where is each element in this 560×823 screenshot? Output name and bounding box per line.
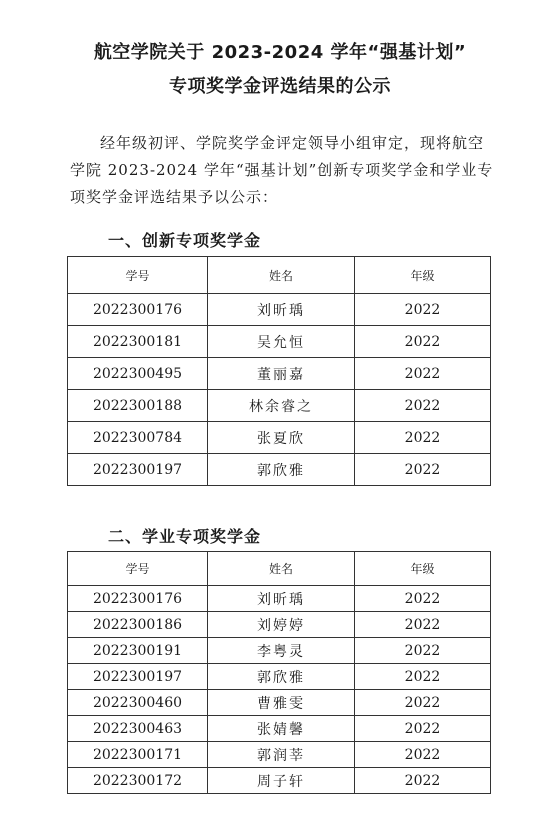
cell-student-id: 2022300197 <box>68 664 208 690</box>
table-row <box>68 422 491 454</box>
table-row <box>68 742 491 768</box>
header-student-id: 学号 <box>68 552 208 586</box>
table-row <box>68 612 491 638</box>
cell-student-id: 2022300463 <box>68 716 208 742</box>
cell-grade: 2022 <box>355 768 491 794</box>
cell-grade: 2022 <box>355 638 491 664</box>
header-grade: 年级 <box>355 552 491 586</box>
table-row <box>68 716 491 742</box>
table-row <box>68 294 491 326</box>
cell-grade: 2022 <box>355 664 491 690</box>
cell-name: 郭欣雅 <box>208 664 355 690</box>
table-header-row <box>68 257 491 294</box>
cell-student-id: 2022300495 <box>68 358 208 390</box>
cell-student-id: 2022300188 <box>68 390 208 422</box>
table-row <box>68 390 491 422</box>
section-heading-innovation: 一、创新专项奖学金 <box>108 231 262 250</box>
cell-grade: 2022 <box>355 612 491 638</box>
cell-student-id: 2022300172 <box>68 768 208 794</box>
cell-grade: 2022 <box>355 690 491 716</box>
table-row <box>68 358 491 390</box>
cell-grade: 2022 <box>355 742 491 768</box>
cell-name: 董丽嘉 <box>208 358 355 390</box>
cell-name: 张婧馨 <box>208 716 355 742</box>
cell-grade: 2022 <box>355 326 491 358</box>
header-grade: 年级 <box>355 257 491 294</box>
table-row <box>68 664 491 690</box>
header-student-id: 学号 <box>68 257 208 294</box>
cell-student-id: 2022300181 <box>68 326 208 358</box>
cell-grade: 2022 <box>355 294 491 326</box>
cell-student-id: 2022300176 <box>68 586 208 612</box>
header-name: 姓名 <box>208 257 355 294</box>
table-row <box>68 690 491 716</box>
cell-name: 林余睿之 <box>208 390 355 422</box>
cell-grade: 2022 <box>355 422 491 454</box>
intro-paragraph <box>70 130 495 211</box>
cell-name: 刘昕瑀 <box>208 294 355 326</box>
cell-grade: 2022 <box>355 454 491 486</box>
cell-student-id: 2022300784 <box>68 422 208 454</box>
cell-grade: 2022 <box>355 358 491 390</box>
cell-name: 周子轩 <box>208 768 355 794</box>
table-row <box>68 768 491 794</box>
table-header-row <box>68 552 491 586</box>
cell-name: 郭欣雅 <box>208 454 355 486</box>
cell-name: 曹雅雯 <box>208 690 355 716</box>
document-title-line-1: 航空学院关于 2023-2024 学年“强基计划” <box>93 42 467 63</box>
header-name: 姓名 <box>208 552 355 586</box>
table-row <box>68 454 491 486</box>
academic-scholarship-table <box>67 551 491 794</box>
cell-name: 张夏欣 <box>208 422 355 454</box>
intro-line-2: 学院 2023-2024 学年“强基计划”创新专项奖学金和学业专 <box>70 161 494 179</box>
cell-name: 刘婷婷 <box>208 612 355 638</box>
cell-grade: 2022 <box>355 390 491 422</box>
table-row <box>68 326 491 358</box>
innovation-scholarship-table <box>67 256 491 486</box>
cell-grade: 2022 <box>355 716 491 742</box>
cell-name: 刘昕瑀 <box>208 586 355 612</box>
cell-student-id: 2022300186 <box>68 612 208 638</box>
table-row <box>68 638 491 664</box>
table-row <box>68 586 491 612</box>
intro-line-1: 经年级初评、学院奖学金评定领导小组审定，现将航空 <box>100 134 485 152</box>
section-heading-academic: 二、学业专项奖学金 <box>108 527 262 546</box>
cell-student-id: 2022300197 <box>68 454 208 486</box>
cell-name: 吴允恒 <box>208 326 355 358</box>
intro-line-3: 项奖学金评选结果予以公示： <box>70 188 279 206</box>
cell-student-id: 2022300460 <box>68 690 208 716</box>
cell-name: 李粤灵 <box>208 638 355 664</box>
cell-name: 郭润莘 <box>208 742 355 768</box>
document-title-line-2: 专项奖学金评选结果的公示 <box>169 76 391 97</box>
cell-grade: 2022 <box>355 586 491 612</box>
cell-student-id: 2022300191 <box>68 638 208 664</box>
cell-student-id: 2022300171 <box>68 742 208 768</box>
cell-student-id: 2022300176 <box>68 294 208 326</box>
